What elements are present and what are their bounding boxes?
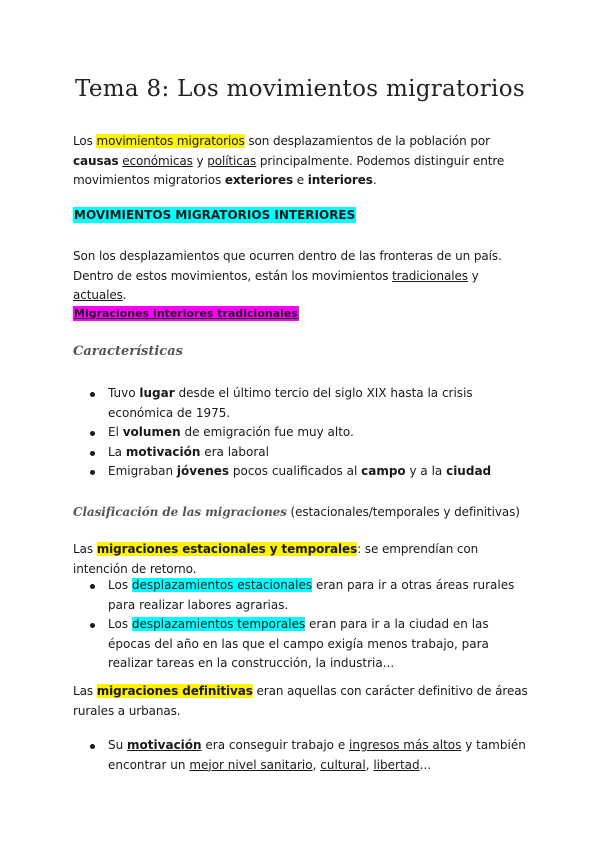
intro-text: son desplazamientos de la población por	[244, 134, 490, 148]
item-text: de emigración fue muy alto.	[180, 425, 354, 439]
bold-causas: causas	[73, 153, 119, 168]
underline-tradicionales: tradicionales	[392, 268, 468, 283]
bold-volumen: volumen	[122, 425, 181, 439]
bold-lugar: lugar	[139, 386, 175, 400]
definitivas-paragraph	[73, 682, 533, 721]
bullet-icon	[90, 431, 95, 436]
bold-jovenes: jóvenes	[176, 464, 230, 478]
estacionales-list	[90, 576, 530, 674]
clasificacion-note: (estacionales/temporales y definitivas)	[286, 505, 520, 519]
bold-exteriores: exteriores	[224, 173, 294, 187]
item-text: y también encontrar un	[108, 738, 526, 772]
bullet-icon	[90, 451, 95, 456]
definitivas-text: Las	[73, 684, 97, 698]
underline-actuales: actuales	[73, 288, 123, 302]
estacionales-text: Las	[73, 542, 97, 556]
highlight-desplazamientos-estacionales: desplazamientos estacionales	[131, 578, 313, 592]
item-text: Los	[108, 578, 132, 592]
item-text: El	[108, 425, 123, 439]
underline-cultural: cultural	[320, 757, 366, 772]
intro-text: Los	[73, 134, 97, 148]
item-text: Tuvo	[108, 386, 140, 400]
item-text: ,	[365, 757, 374, 772]
heading-tradicionales: Migraciones interiores tradicionales	[74, 307, 298, 320]
bold-interiores: interiores	[307, 173, 373, 187]
list-item	[90, 615, 530, 674]
highlight-movimientos: movimientos migratorios	[96, 134, 245, 148]
estacionales-text: : se emprendían con intención de retorno.	[73, 542, 479, 576]
page-title: Tema 8: Los movimientos migratorios	[75, 76, 525, 102]
item-text: Emigraban	[108, 464, 177, 478]
interiores-text: .	[122, 288, 127, 302]
underline-ingresos: ingresos más altos	[349, 738, 462, 752]
interiores-paragraph	[73, 247, 533, 306]
list-item	[90, 384, 530, 423]
intro-text: e	[293, 173, 308, 187]
item-text: Su	[108, 738, 128, 752]
bullet-icon	[90, 584, 95, 589]
list-item	[90, 423, 530, 443]
caracteristicas-list	[90, 384, 530, 482]
interiores-text: Son los desplazamientos que ocurren dentro de las fronteras de un país. Dentro de estos movimientos, están los movimientos	[73, 249, 502, 283]
underline-politicas: políticas	[207, 153, 257, 168]
bullet-icon	[90, 392, 95, 397]
subtitle-clasificacion: Clasificación de las migraciones	[73, 505, 287, 519]
interiores-text: y	[467, 268, 479, 283]
underline-nivel-sanitario: mejor nivel sanitario	[189, 757, 313, 772]
item-text: pocos cualificados al	[229, 464, 362, 478]
bold-ciudad: ciudad	[446, 464, 492, 478]
bold-motivacion: motivación	[125, 444, 201, 459]
intro-text: principalmente. Podemos distinguir entre movimientos migratorios	[73, 153, 505, 187]
item-text: y a la	[405, 464, 447, 478]
highlight-definitivas: migraciones definitivas	[96, 684, 253, 698]
clasificacion-line	[73, 503, 533, 523]
item-text: ,	[312, 757, 321, 772]
item-text: era laboral	[200, 444, 269, 459]
definitivas-text: eran aquellas con carácter definitivo de áreas rurales a urbanas.	[73, 684, 528, 718]
list-item	[90, 576, 530, 615]
bullet-icon	[90, 744, 95, 749]
heading-interiores: MOVIMIENTOS MIGRATORIOS INTERIORES	[74, 208, 356, 222]
intro-text: .	[372, 173, 377, 187]
estacionales-paragraph	[73, 540, 533, 579]
definitivas-list	[90, 736, 530, 775]
underline-libertad: libertad	[373, 757, 420, 772]
item-text: Los	[108, 617, 132, 631]
item-text: ...	[419, 757, 432, 772]
subtitle-caracteristicas: Características	[73, 344, 183, 359]
highlight-estacionales: migraciones estacionales y temporales	[96, 542, 358, 556]
list-item	[90, 443, 530, 463]
list-item	[90, 462, 530, 482]
item-text: desde el último tercio del siglo XIX hasta la crisis económica de 1975.	[108, 386, 473, 420]
intro-paragraph	[73, 132, 533, 191]
item-text: era conseguir trabajo e	[201, 738, 350, 752]
underline-economicas: económicas	[122, 153, 193, 168]
highlight-desplazamientos-temporales: desplazamientos temporales	[131, 617, 306, 631]
intro-text: y	[192, 153, 208, 168]
item-text: La	[108, 444, 126, 459]
bullet-icon	[90, 623, 95, 628]
bold-campo: campo	[361, 464, 406, 478]
item-text: eran para ir a la ciudad en las épocas del año en las que el campo exigía menos trabajo, para realizar tareas en la construcción, la industria...	[108, 617, 489, 670]
item-text: eran para ir a otras áreas rurales para realizar labores agrarias.	[108, 578, 515, 612]
bold-motivacion-definitivas: motivación	[127, 738, 202, 752]
bullet-icon	[90, 470, 95, 475]
list-item	[90, 736, 530, 775]
